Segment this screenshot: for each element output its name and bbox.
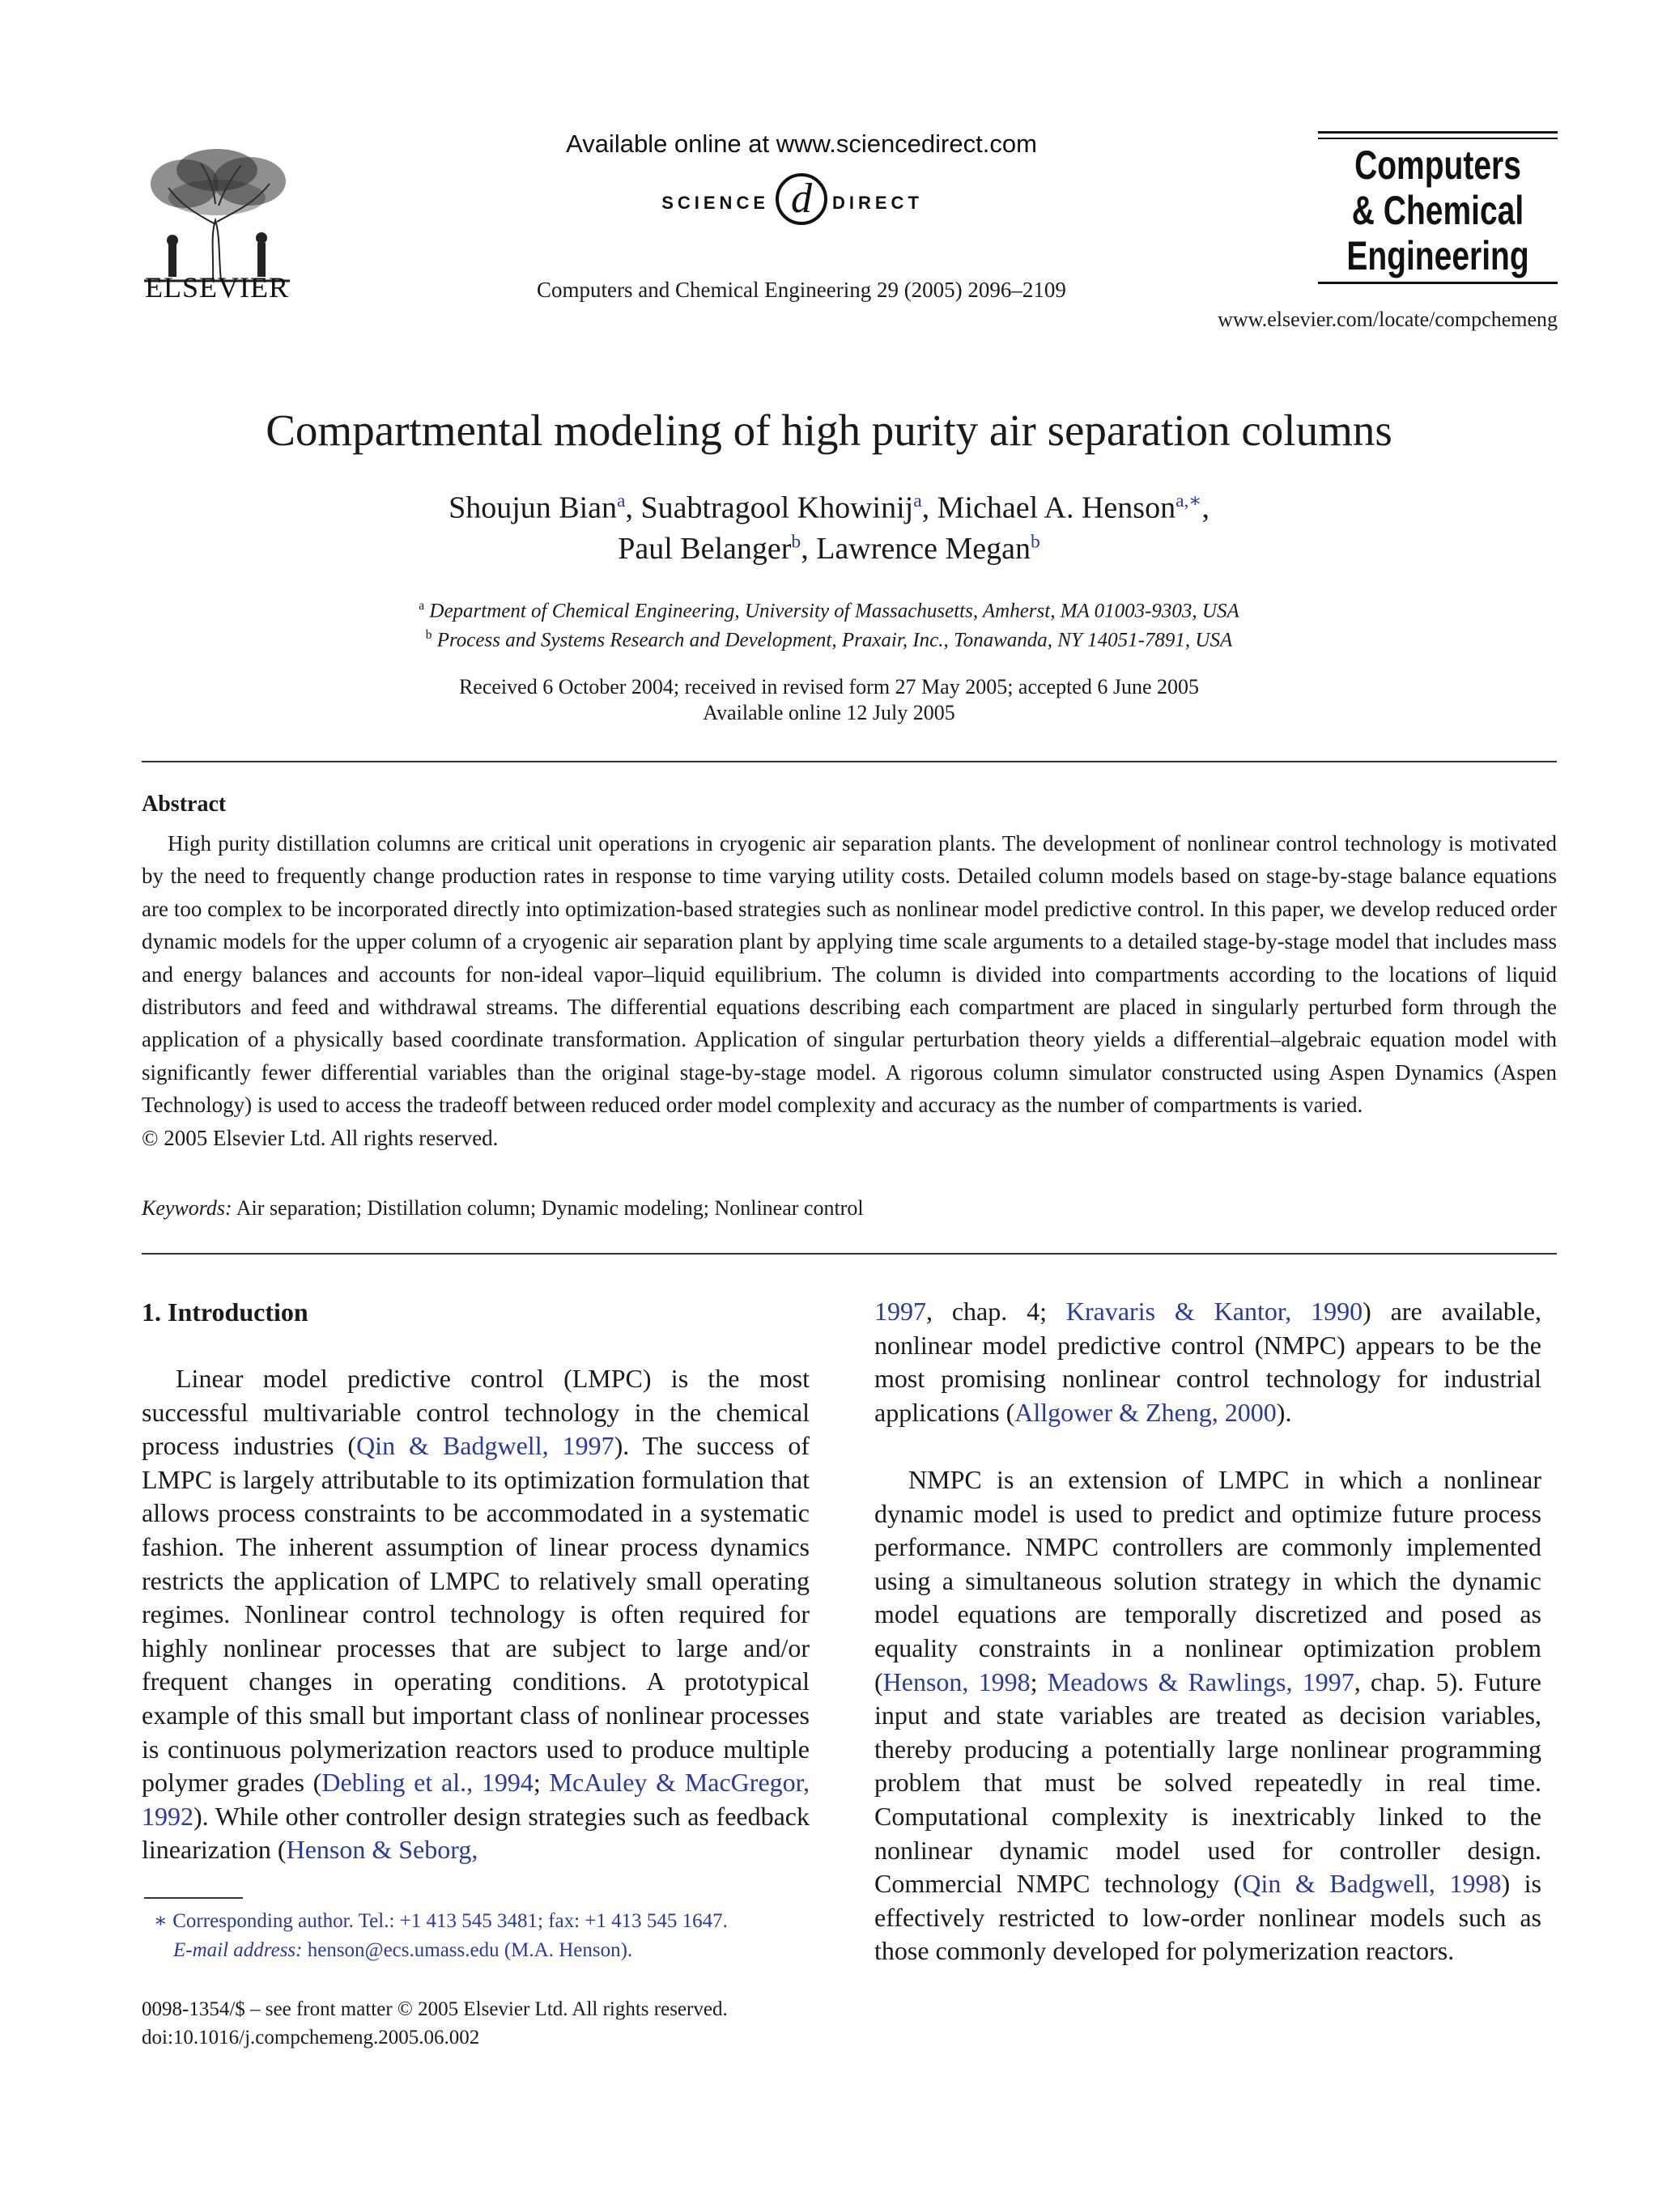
body-text: ; [533,1768,550,1798]
affiliation-b [121,628,1537,652]
author-affiliation-mark[interactable]: a,∗ [1175,490,1202,512]
body-text: ). [1276,1397,1292,1427]
author-affiliation-mark[interactable]: b [791,531,801,553]
available-online-text: Available online at www.sciencedirect.com [566,129,1037,158]
author-affiliation-mark[interactable]: b [1031,531,1040,553]
citation-link[interactable]: Kravaris & Kantor, 1990 [1065,1297,1363,1326]
citation-link[interactable]: Meadows & Rawlings, 1997 [1047,1666,1354,1696]
author-separator: , [625,490,641,525]
journal-box-top-rule-thin [1318,138,1558,139]
author-separator: , [921,490,937,525]
abstract-heading: Abstract [142,792,227,817]
author-name: Michael A. Henson [937,490,1176,525]
svg-text:SCIENCE: SCIENCE [661,193,769,213]
abstract-copyright: © 2005 Elsevier Ltd. All rights reserved. [142,1125,499,1150]
sciencedirect-logo [648,167,955,231]
email-link[interactable]: henson@ecs.umass.edu (M.A. Henson). [307,1939,633,1961]
citation-link[interactable]: Debling et al., 1994 [321,1768,534,1798]
keywords-text: Air separation; Distillation column; Dynamic modeling; Nonlinear control [236,1196,864,1220]
journal-url-link[interactable]: www.elsevier.com/locate/compchemeng [1218,308,1558,331]
body-text: Linear model predictive control (LMPC) is the most successful multivariable control technology in the chemical process industries ( [142,1364,810,1461]
keywords [142,1196,1557,1221]
author-name: Shoujun Bian [449,490,618,525]
right-column-paragraph [874,1463,1541,1968]
citation-link[interactable]: Qin & Badgwell, 1998 [1242,1869,1502,1899]
journal-title-line: & Chemical [1351,188,1524,233]
received-dates: Received 6 October 2004; received in revised form 27 May 2005; accepted 6 June 2005 [458,675,1200,698]
footnote-mark: ∗ [154,1910,168,1932]
citation-link[interactable]: McAuley & MacGregor, 1992 [142,1768,810,1831]
citation-link[interactable]: Allgower & Zheng, 2000 [1014,1397,1277,1427]
keywords-label: Keywords: [142,1196,232,1220]
affiliation-mark: a [419,599,425,613]
body-text: , chap. 5). Future input and state variables are treated as decision variables, thereby producing a potentially large nonlinear programming problem that must be solved repeatedly in real time. Computational complexity is inextricably linked to the nonlinear dynamic model used for controller design. Commercial NMPC technology ( [874,1666,1541,1899]
affiliation-text: Department of Chemical Engineering, University of Massachusetts, Amherst, MA 01003-9303, USA [429,600,1239,622]
journal-title-box [1345,142,1532,278]
author-name: Paul Belanger [618,532,792,566]
citation-link[interactable]: Henson, 1998 [882,1666,1031,1696]
body-text: NMPC is an extension of LMPC in which a nonlinear dynamic model is used to predict and optimize future process performance. NMPC controllers are commonly implemented using a simultaneous solution strategy in which the dynamic model equations are temporally discretized and posed as equality constraints in a nonlinear optimization problem ( [874,1465,1541,1696]
author-separator: , [801,532,817,566]
citation-link[interactable]: Henson & Seborg, [286,1835,478,1865]
abstract-body [142,827,1557,1154]
body-text: ) is effectively restricted to low-order nonlinear models such as those commonly developed for polymerization reactors. [874,1869,1542,1966]
affiliation-mark: b [425,628,432,642]
body-text: , chap. 4; [926,1297,1066,1326]
right-column-continuation [874,1295,1541,1429]
author-name: Suabtragool Khowinij [640,490,914,525]
footnote-text: Corresponding author. Tel.: +1 413 545 3481; fax: +1 413 545 1647. [172,1910,728,1932]
body-text: ; [1030,1666,1048,1696]
svg-text:DIRECT: DIRECT [832,193,923,213]
affiliation-a [121,599,1537,622]
journal-title-line: Engineering [1346,233,1529,278]
author-list-line-1 [121,489,1537,526]
journal-citation: Computers and Chemical Engineering 29 (2005) 2096–2109 [537,278,1066,302]
journal-box-bottom-rule [1318,282,1558,284]
left-column-paragraph [142,1362,810,1867]
doi-link[interactable]: doi:10.1016/j.compchemeng.2005.06.002 [142,2027,480,2049]
author-separator: , [1201,490,1209,525]
paper-title: Compartmental modeling of high purity air separation columns [266,405,1392,455]
footnote-rule [144,1897,243,1899]
author-name: Lawrence Megan [816,532,1031,566]
available-online-date: Available online 12 July 2005 [703,701,955,724]
divider [142,1253,1557,1255]
elsevier-wordmark: ELSEVIER [145,271,289,304]
issn-line: 0098-1354/$ – see front matter © 2005 Elsevier Ltd. All rights reserved. [142,1998,728,2020]
corresponding-author-footnote [154,1907,818,1965]
footer-front-matter [142,1995,806,2052]
citation-link[interactable]: Qin & Badgwell, 1997 [356,1431,614,1461]
journal-box-top-rule [1318,131,1558,134]
email-label: E-mail address: [173,1939,303,1961]
citation-link[interactable]: 1997 [874,1297,926,1326]
journal-title-line: Computers [1354,142,1521,188]
body-text: ) are available, nonlinear model predictive control (NMPC) appears to be the most promising nonlinear control technology for industrial applications ( [874,1297,1542,1427]
author-affiliation-mark[interactable]: a [913,490,922,512]
body-text: ). The success of LMPC is largely attributable to its optimization formulation that allows process constraints to be accommodated in a systematic fashion. The inherent assumption of linear process dynamics restricts the application of LMPC to relatively small operating regimes. Nonlinear control technology is often required for highly nonlinear processes that are subject to large and/or frequent changes in operating conditions. A prototypical example of this small but important class of nonlinear processes is continuous polymerization reactors used to produce multiple polymer grades ( [142,1431,810,1798]
abstract-text: High purity distillation columns are critical unit operations in cryogenic air separation plants. The development of nonlinear control technology is motivated by the need to frequently change production rates in response to time varying utility costs. Detailed column models based on stage-by-stage balance equations are too complex to be incorporated directly into optimization-based strategies such as nonlinear model predictive control. In this paper, we develop reduced order dynamic models for the upper column of a cryogenic air separation plant by applying time scale arguments to a detailed stage-by-stage model that includes mass and energy balances and accounts for non-ideal vapor–liquid equilibrium. The column is divided into compartments according to the locations of liquid distributors and feed and withdrawal streams. The differential equations describing each compartment are placed in singularly perturbed form through the application of a physically based coordinate transformation. Application of singular perturbation theory yields a differential–algebraic equation model with significantly fewer differential variables than the original stage-by-stage model. A rigorous column simulator constructed using Aspen Dynamics (Aspen Technology) is used to access the tradeoff between reduced order model complexity and accuracy as the number of compartments is varied. [142,831,1557,1118]
section-heading: 1. Introduction [142,1297,308,1327]
author-list-line-2 [121,531,1537,567]
affiliation-text: Process and Systems Research and Development, Praxair, Inc., Tonawanda, NY 14051-7891, USA [436,629,1233,652]
body-text: ). While other controller design strategies such as feedback linearization ( [142,1801,810,1865]
svg-text:d: d [791,176,812,222]
divider [142,761,1557,762]
author-affiliation-mark[interactable]: a [617,490,626,512]
